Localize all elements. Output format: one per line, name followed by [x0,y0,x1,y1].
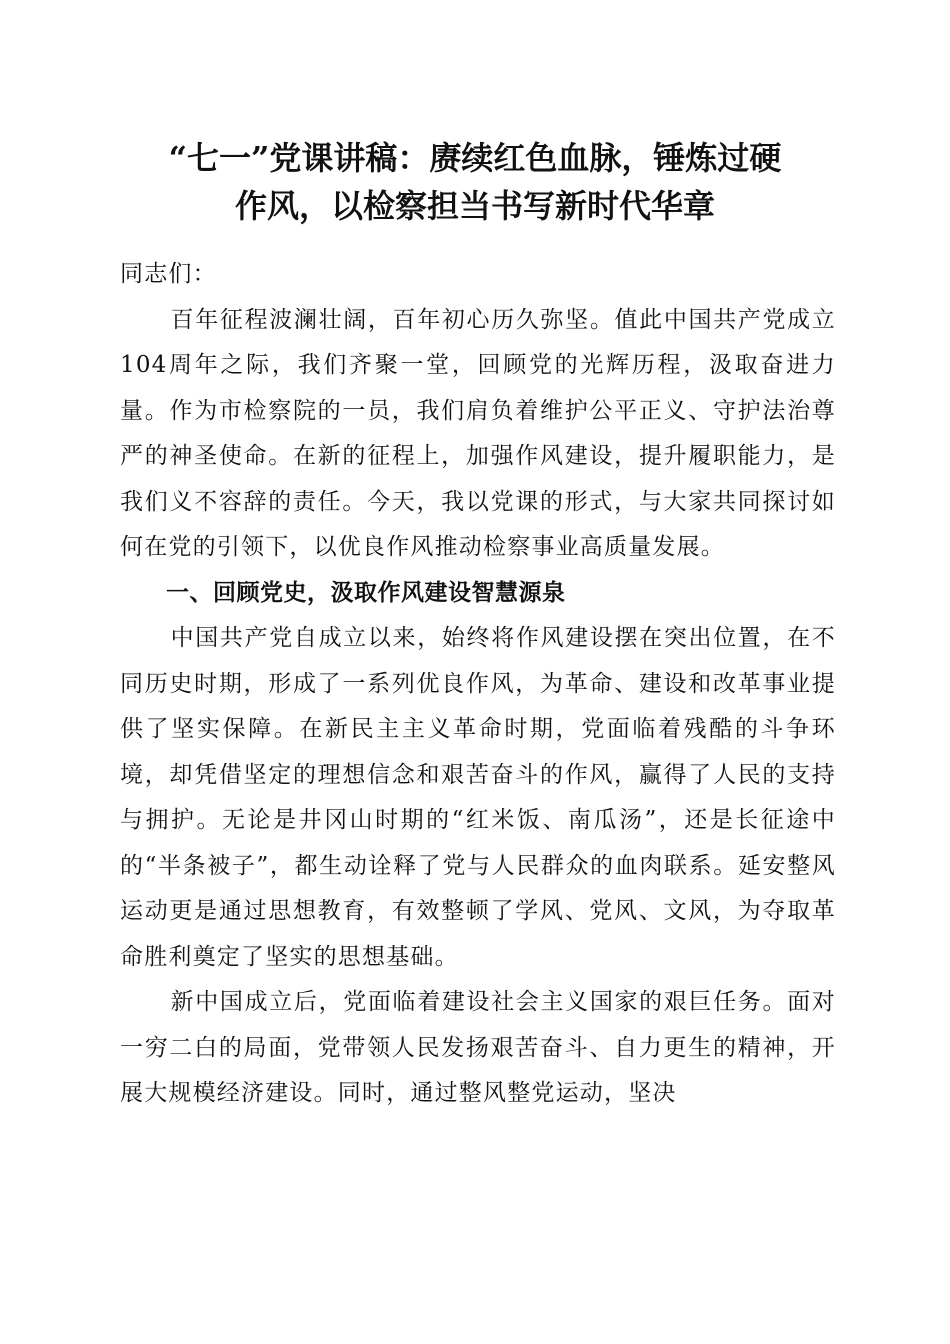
section-heading-1: 一、回顾党史，汲取作风建设智慧源泉 [166,579,566,606]
document-title [100,134,850,230]
document-body [120,252,836,1117]
salutation: 同志们： [120,261,217,287]
document-title-line-2: 作风，以检察担当书写新时代华章 [234,187,715,225]
document-title-line-1: “七一”党课讲稿：赓续红色血脉，锤炼过硬 [168,139,782,177]
paragraph-intro: 百年征程波澜壮阔，百年初心历久弥坚。值此中国共产党成立104周年之际，我们齐聚一堂，回顾党的光辉历程，汲取奋进力量。作为市检察院的一员，我们肩负着维护公平正义、守护法治尊严的神圣使命。在新的征程上，加强作风建设，提升履职能力，是我们义不容辞的责任。今天，我以党课的形式，与大家共同探讨如何在党的引领下，以优良作风推动检察事业高质量发展。 [120,306,836,560]
paragraph-party-history: 中国共产党自成立以来，始终将作风建设摆在突出位置，在不同历史时期，形成了一系列优良作风，为革命、建设和改革事业提供了坚实保障。在新民主主义革命时期，党面临着残酷的斗争环境，却凭借坚定的理想信念和艰苦奋斗的作风，赢得了人民的支持与拥护。无论是井冈山时期的“红米饭、南瓜汤”，还是长征途中的“半条被子”，都生动诠释了党与人民群众的血肉联系。延安整风运动更是通过思想教育，有效整顿了学风、党风、文风，为夺取革命胜利奠定了坚实的思想基础。 [120,625,836,970]
paragraph-new-china: 新中国成立后，党面临着建设社会主义国家的艰巨任务。面对一穷二白的局面，党带领人民发扬艰苦奋斗、自力更生的精神，开展大规模经济建设。同时，通过整风整党运动，坚决 [120,989,836,1106]
